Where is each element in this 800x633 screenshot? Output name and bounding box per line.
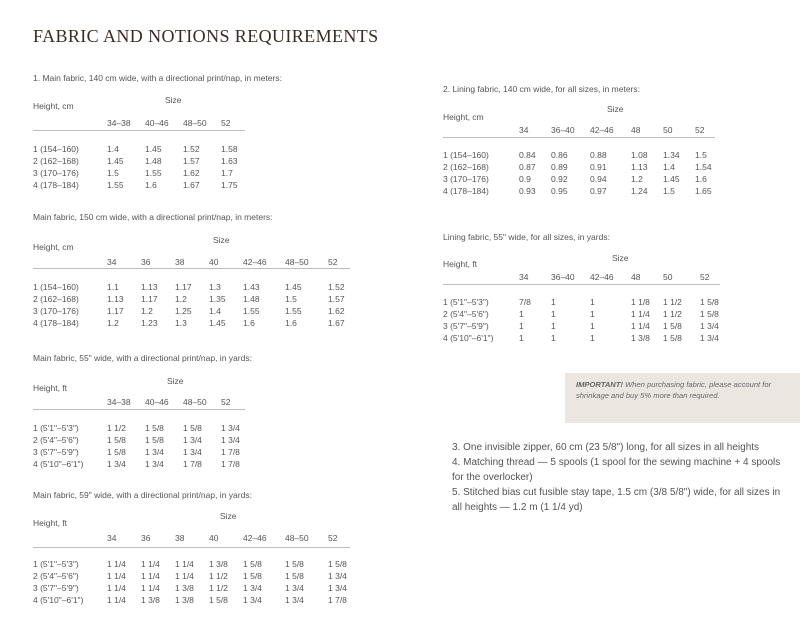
table-caption: 2. Lining fabric, 140 cm wide, for all sizes, in meters: — [443, 84, 640, 94]
row-label: 1 (154–160) — [33, 144, 79, 154]
table-cell: 1.2 — [141, 306, 153, 316]
important-note — [565, 373, 800, 423]
table-cell: 0.87 — [519, 162, 536, 172]
table-cell: 1 — [590, 333, 595, 343]
table-cell: 1 3/4 — [328, 583, 347, 593]
size-column-header: 52 — [695, 125, 705, 135]
important-note-body: When purchasing fabric, please account for shrinkage and buy 5% more than required. — [576, 380, 772, 400]
table-cell: 1 — [590, 321, 595, 331]
height-label: Height, cm — [33, 242, 74, 252]
table-cell: 1.1 — [107, 282, 119, 292]
table-cell: 1 1/2 — [663, 309, 682, 319]
table-cell: 1 3/8 — [209, 559, 228, 569]
table-cell: 0.88 — [590, 150, 607, 160]
size-column-header: 48–50 — [285, 533, 309, 543]
size-column-header: 52 — [328, 257, 338, 267]
size-column-header: 48–50 — [285, 257, 309, 267]
size-column-header: 52 — [328, 533, 338, 543]
table-cell: 1.63 — [221, 156, 238, 166]
table-caption: Main fabric, 55" wide, with a directional print/nap, in yards: — [33, 353, 252, 363]
important-note-bold: IMPORTANT! — [576, 380, 623, 389]
table-cell: 1 — [519, 333, 524, 343]
table-cell: 1.55 — [285, 306, 302, 316]
table-cell: 1 — [551, 297, 556, 307]
table-cell: 1 — [590, 297, 595, 307]
row-label: 2 (5'4"–5'6") — [33, 435, 79, 445]
table-cell: 1.35 — [209, 294, 226, 304]
table-cell: 1.2 — [175, 294, 187, 304]
table-cell: 1.6 — [285, 318, 297, 328]
header-divider — [33, 547, 350, 548]
table-cell: 1 5/8 — [107, 447, 126, 457]
table-cell: 1.5 — [695, 150, 707, 160]
row-label: 4 (178–184) — [33, 318, 79, 328]
table-cell: 1 1/4 — [141, 571, 160, 581]
size-column-header: 52 — [221, 397, 231, 407]
table-cell: 1.23 — [141, 318, 158, 328]
notion-item-zipper: 3. One invisible zipper, 60 cm (23 5/8") long, for all sizes in all heights — [452, 442, 760, 453]
table-cell: 1 — [590, 309, 595, 319]
table-cell: 1.57 — [183, 156, 200, 166]
size-column-header: 40 — [209, 257, 219, 267]
table-cell: 0.93 — [519, 186, 536, 196]
table-cell: 1 1/4 — [107, 571, 126, 581]
size-column-header: 42–46 — [590, 272, 614, 282]
table-cell: 1.48 — [145, 156, 162, 166]
table-cell: 1 1/4 — [631, 321, 650, 331]
row-label: 3 (170–176) — [443, 174, 489, 184]
row-label: 2 (162–168) — [33, 294, 79, 304]
table-cell: 1.55 — [107, 180, 124, 190]
table-cell: 1 3/4 — [145, 447, 164, 457]
table-cell: 1 — [519, 321, 524, 331]
size-label: Size — [165, 95, 182, 105]
table-cell: 1.75 — [221, 180, 238, 190]
table-cell: 1.5 — [285, 294, 297, 304]
table-cell: 1.45 — [107, 156, 124, 166]
row-label: 1 (154–160) — [33, 282, 79, 292]
table-caption: Main fabric, 59" wide, with a directional print/nap, in yards: — [33, 490, 252, 500]
table-cell: 1.13 — [107, 294, 124, 304]
table-cell: 1 5/8 — [328, 559, 347, 569]
row-label: 3 (170–176) — [33, 306, 79, 316]
table-cell: 1.2 — [107, 318, 119, 328]
table-cell: 1.45 — [285, 282, 302, 292]
row-label: 2 (162–168) — [443, 162, 489, 172]
size-column-header: 50 — [663, 272, 673, 282]
table-cell: 1.17 — [141, 294, 158, 304]
table-cell: 1 5/8 — [209, 595, 228, 605]
size-label: Size — [607, 104, 624, 114]
table-cell: 1 5/8 — [107, 435, 126, 445]
table-cell: 1.2 — [631, 174, 643, 184]
table-cell: 0.84 — [519, 150, 536, 160]
size-column-header: 38 — [175, 257, 185, 267]
table-cell: 1 — [551, 321, 556, 331]
row-label: 1 (5'1"–5'3") — [33, 559, 79, 569]
notion-item-thread: 4. Matching thread — 5 spools (1 spool for the sewing machine + 4 spools for the overlocker) — [452, 457, 781, 483]
important-note-text — [576, 379, 796, 401]
size-column-header: 48–50 — [183, 397, 207, 407]
size-column-header: 52 — [700, 272, 710, 282]
table-cell: 1 — [551, 309, 556, 319]
size-label: Size — [220, 511, 237, 521]
page-title: FABRIC AND NOTIONS REQUIREMENTS — [33, 26, 379, 46]
table-cell: 1.4 — [663, 162, 675, 172]
table-cell: 1 5/8 — [145, 435, 164, 445]
table-cell: 1 3/4 — [243, 583, 262, 593]
table-cell: 1.24 — [631, 186, 648, 196]
table-cell: 1 3/4 — [183, 447, 202, 457]
size-column-header: 48 — [631, 272, 641, 282]
table-cell: 1 3/4 — [285, 595, 304, 605]
size-column-header: 40–46 — [145, 118, 169, 128]
size-column-header: 40 — [209, 533, 219, 543]
table-caption: Lining fabric, 55" wide, for all sizes, in yards: — [443, 232, 610, 242]
table-cell: 1 3/4 — [700, 333, 719, 343]
table-cell: 1.08 — [631, 150, 648, 160]
height-label: Height, ft — [33, 518, 68, 528]
height-label: Height, cm — [33, 101, 74, 111]
table-cell: 1 1/4 — [175, 571, 194, 581]
table-cell: 1.57 — [328, 294, 345, 304]
table-cell: 0.94 — [590, 174, 607, 184]
table-cell: 0.91 — [590, 162, 607, 172]
table-cell: 1.6 — [695, 174, 707, 184]
row-label: 2 (5'4"–5'6") — [443, 309, 489, 319]
size-label: Size — [213, 235, 230, 245]
row-label: 4 (178–184) — [33, 180, 79, 190]
table-cell: 1.6 — [145, 180, 157, 190]
table-cell: 1.65 — [695, 186, 712, 196]
table-cell: 1.3 — [209, 282, 221, 292]
table-cell: 1 3/8 — [631, 333, 650, 343]
table-cell: 1.67 — [328, 318, 345, 328]
table-cell: 1 3/4 — [183, 435, 202, 445]
table-cell: 1 3/4 — [243, 595, 262, 605]
table-cell: 0.95 — [551, 186, 568, 196]
table-cell: 1 3/4 — [221, 423, 240, 433]
table-cell: 1 5/8 — [663, 321, 682, 331]
table-cell: 1.58 — [221, 144, 238, 154]
size-column-header: 48 — [631, 125, 641, 135]
table-cell: 1 5/8 — [145, 423, 164, 433]
table-cell: 1 5/8 — [285, 559, 304, 569]
table-cell: 1 — [519, 309, 524, 319]
table-cell: 1 5/8 — [243, 559, 262, 569]
row-label: 4 (5'10"–6'1") — [33, 459, 84, 469]
table-cell: 1.4 — [107, 144, 119, 154]
height-label: Height, ft — [443, 259, 478, 269]
table-cell: 1 3/8 — [175, 583, 194, 593]
table-cell: 1.4 — [209, 306, 221, 316]
table-cell: 1 5/8 — [243, 571, 262, 581]
table-cell: 1 1/8 — [631, 297, 650, 307]
table-cell: 1.13 — [141, 282, 158, 292]
size-column-header: 34–38 — [107, 118, 131, 128]
size-column-header: 34 — [519, 272, 529, 282]
notion-item-stay-tape: 5. Stitched bias cut fusible stay tape, 1.5 cm (3/8 5/8") wide, for all sizes in all heights — 1.2 m (1 1/4 yd) — [452, 487, 781, 513]
table-cell: 1.7 — [221, 168, 233, 178]
table-cell: 0.86 — [551, 150, 568, 160]
table-cell: 1.55 — [145, 168, 162, 178]
table-cell: 1.5 — [107, 168, 119, 178]
table-cell: 1 5/8 — [700, 297, 719, 307]
table-cell: 1 7/8 — [183, 459, 202, 469]
table-cell: 1 3/4 — [221, 435, 240, 445]
row-label: 3 (170–176) — [33, 168, 79, 178]
table-cell: 1.45 — [209, 318, 226, 328]
table-cell: 1.43 — [243, 282, 260, 292]
row-label: 3 (5'7"–5'9") — [33, 447, 79, 457]
size-column-header: 38 — [175, 533, 185, 543]
table-cell: 1 1/4 — [107, 583, 126, 593]
header-divider — [33, 409, 245, 410]
header-divider — [33, 130, 245, 131]
size-column-header: 36–40 — [551, 125, 575, 135]
size-column-header: 52 — [221, 118, 231, 128]
size-label: Size — [167, 376, 184, 386]
table-cell: 1.52 — [183, 144, 200, 154]
table-cell: 1.67 — [183, 180, 200, 190]
table-cell: 1.62 — [183, 168, 200, 178]
table-cell: 1 3/4 — [107, 459, 126, 469]
size-column-header: 36 — [141, 533, 151, 543]
size-column-header: 34 — [107, 257, 117, 267]
row-label: 1 (154–160) — [443, 150, 489, 160]
table-cell: 1 5/8 — [663, 333, 682, 343]
table-caption: 1. Main fabric, 140 cm wide, with a directional print/nap, in meters: — [33, 73, 282, 83]
table-cell: 1 — [551, 333, 556, 343]
table-cell: 1.5 — [663, 186, 675, 196]
table-cell: 1 1/2 — [209, 571, 228, 581]
table-cell: 1 1/4 — [631, 309, 650, 319]
table-cell: 0.92 — [551, 174, 568, 184]
table-cell: 1 1/2 — [107, 423, 126, 433]
row-label: 2 (162–168) — [33, 156, 79, 166]
row-label: 4 (5'10"–6'1") — [443, 333, 494, 343]
table-cell: 1.45 — [663, 174, 680, 184]
table-cell: 1 7/8 — [328, 595, 347, 605]
size-column-header: 48–50 — [183, 118, 207, 128]
table-cell: 1 1/2 — [663, 297, 682, 307]
table-cell: 1 3/4 — [285, 583, 304, 593]
table-cell: 1 3/4 — [328, 571, 347, 581]
table-cell: 1.45 — [145, 144, 162, 154]
table-cell: 1.48 — [243, 294, 260, 304]
table-cell: 1 7/8 — [221, 447, 240, 457]
table-caption: Main fabric, 150 cm wide, with a directional print/nap, in meters: — [33, 212, 273, 222]
table-cell: 1.54 — [695, 162, 712, 172]
table-cell: 1 1/4 — [141, 583, 160, 593]
height-label: Height, cm — [443, 112, 484, 122]
header-divider — [443, 284, 720, 285]
table-cell: 1.34 — [663, 150, 680, 160]
table-cell: 1.25 — [175, 306, 192, 316]
row-label: 2 (5'4"–5'6") — [33, 571, 79, 581]
table-cell: 1 1/2 — [209, 583, 228, 593]
table-cell: 1.52 — [328, 282, 345, 292]
size-column-header: 42–46 — [590, 125, 614, 135]
size-column-header: 34 — [519, 125, 529, 135]
row-label: 4 (178–184) — [443, 186, 489, 196]
table-cell: 1 3/4 — [145, 459, 164, 469]
row-label: 3 (5'7"–5'9") — [33, 583, 79, 593]
table-cell: 1.13 — [631, 162, 648, 172]
size-column-header: 42–46 — [243, 257, 267, 267]
table-cell: 1 3/8 — [175, 595, 194, 605]
row-label: 4 (5'10"–6'1") — [33, 595, 84, 605]
row-label: 1 (5'1"–5'3") — [443, 297, 489, 307]
table-cell: 1.3 — [175, 318, 187, 328]
table-cell: 1 3/8 — [141, 595, 160, 605]
size-column-header: 50 — [663, 125, 673, 135]
table-cell: 0.9 — [519, 174, 531, 184]
table-cell: 1.55 — [243, 306, 260, 316]
table-cell: 0.97 — [590, 186, 607, 196]
table-cell: 1 1/4 — [141, 559, 160, 569]
table-cell: 1 1/4 — [107, 595, 126, 605]
size-column-header: 36–40 — [551, 272, 575, 282]
table-cell: 7/8 — [519, 297, 531, 307]
table-cell: 1.17 — [107, 306, 124, 316]
size-column-header: 34 — [107, 533, 117, 543]
header-divider — [443, 137, 715, 138]
size-label: Size — [612, 253, 629, 263]
size-column-header: 36 — [141, 257, 151, 267]
table-cell: 1 1/4 — [175, 559, 194, 569]
row-label: 3 (5'7"–5'9") — [443, 321, 489, 331]
size-column-header: 42–46 — [243, 533, 267, 543]
table-cell: 0.89 — [551, 162, 568, 172]
height-label: Height, ft — [33, 383, 68, 393]
table-cell: 1 3/4 — [700, 321, 719, 331]
size-column-header: 40–46 — [145, 397, 169, 407]
table-cell: 1.62 — [328, 306, 345, 316]
row-label: 1 (5'1"–5'3") — [33, 423, 79, 433]
table-cell: 1 7/8 — [221, 459, 240, 469]
table-cell: 1.6 — [243, 318, 255, 328]
header-divider — [33, 268, 350, 269]
table-cell: 1 5/8 — [183, 423, 202, 433]
table-cell: 1 5/8 — [285, 571, 304, 581]
notions-list — [452, 440, 782, 515]
size-column-header: 34–38 — [107, 397, 131, 407]
table-cell: 1.17 — [175, 282, 192, 292]
table-cell: 1 1/4 — [107, 559, 126, 569]
table-cell: 1 5/8 — [700, 309, 719, 319]
